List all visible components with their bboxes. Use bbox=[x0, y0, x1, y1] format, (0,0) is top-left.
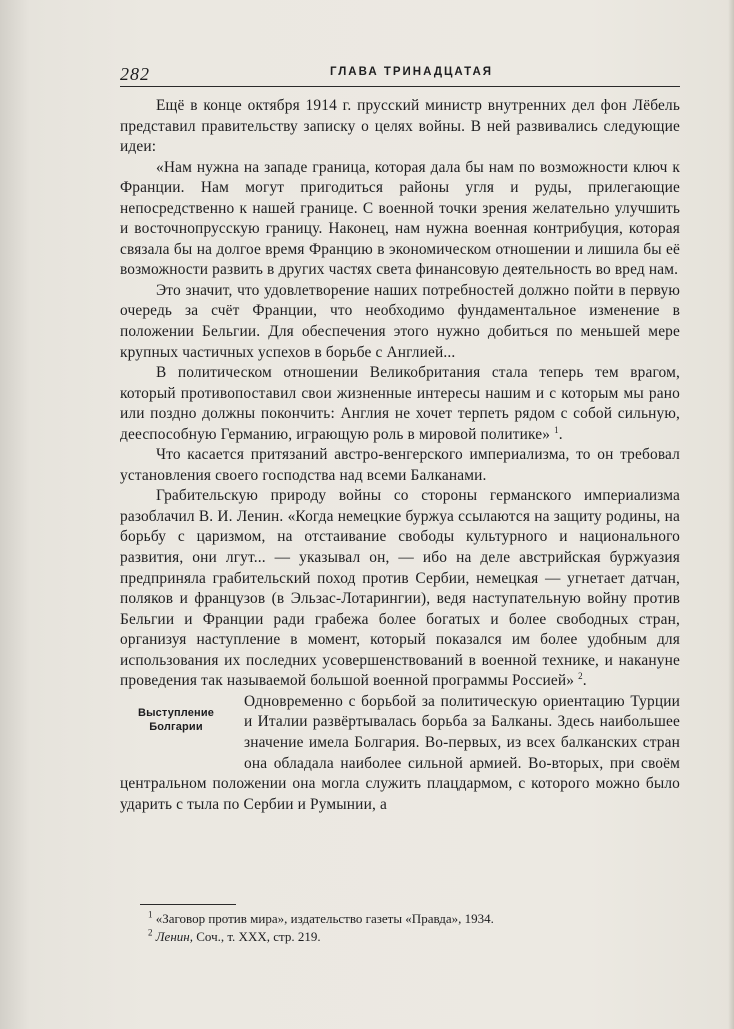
footnote: $^1$ «Заговор против мира», издательство газеты «Правда», 1934. bbox=[148, 909, 494, 926]
paragraph: «Нам нужна на западе граница, которая дала бы нам по возможности ключ к Франции. Нам могут пригодиться районы угля и руды, прилегающие непосредственно к нашей границе. С военной точки зрения желательно улучшить и восточнопрусскую границу. Наконец, нам нужна военная контрибуция, которая связала бы на долгое время Францию в экономическом отношении и лишила бы её возможности развить в других частях света финансовую деятельность во вред нам. bbox=[120, 158, 680, 279]
footnote-ref: 2 bbox=[578, 671, 583, 682]
footnote: $^2$ Ленин, Соч., т. XXX, стр. 219. bbox=[148, 927, 321, 944]
paragraph: Одновременно с борьбой за политическую ориентацию Турции и Италии развёртывалась борьба за Балканы. Здесь наибольшее значение имела Болгария. Во-первых, из всех балканских стран она обладала наиболее сильной армией. Во-вторых, при своём центральном положении она могла служить плацдармом, с которого можно было ударить с тыла по Сербии и Румынии, а bbox=[120, 692, 680, 813]
header-rule bbox=[120, 86, 680, 87]
footnote-rule bbox=[140, 904, 236, 905]
paragraph: Что касается притязаний австро-венгерского империализма, то он требовал установления своего господства над всеми Балканами. bbox=[120, 446, 680, 484]
paragraph: Ещё в конце октября 1914 г. прусский министр внутренних дел фон Лёбель представил правительству записку о целях войны. В ней развивались следующие идеи: bbox=[120, 97, 680, 156]
running-head: ГЛАВА ТРИНАДЦАТАЯ bbox=[330, 66, 494, 78]
page-header bbox=[120, 62, 680, 86]
paragraph: В политическом отношении Великобритания стала теперь тем врагом, который противопоставил свои жизненные интересы нашим и с которым мы рано или поздно должны покончить: Англия не хочет терпеть рядом с собой сильную, дееспособную Германию, играющую роль в мировой политике» $^1$. bbox=[120, 364, 680, 443]
page-number: 282 bbox=[120, 64, 150, 84]
section-with-sidenote bbox=[120, 692, 680, 815]
margin-heading: Выступление Болгарии bbox=[137, 706, 214, 733]
paragraph: Грабительскую природу войны со стороны германского империализма разоблачил В. И. Ленин. «Когда немецкие буржуа ссылаются на защиту родины, на борьбу с царизмом, на отстаивание свободы культурного и национального развития, они лгут... — указывал он, — ибо на деле австрийская буржуазия предприняла грабительский поход против Сербии, немецкая — угнетает датчан, поляков и французов (в Эльзас-Лотарингии), ведя наступательную войну против Бельгии и Франции ради грабежа более богатых и более свободных стран, организуя наступление в момент, который показался им более удобным для использования их последних усовершенствований в военной технике, и накануне проведения так называемой большой военной программы Россией» $^2$. bbox=[120, 487, 680, 690]
paragraph: Это значит, что удовлетворение наших потребностей должно пойти в первую очередь за счёт Франции, что необходимо фундаментальное изменение в положении Бельгии. Для обеспечения этого нужно добиться по меньшей мере крупных частичных успехов в борьбе с Англией... bbox=[120, 281, 680, 361]
page-edge-shadow bbox=[728, 0, 734, 1029]
footnotes bbox=[148, 910, 678, 946]
footnote-ref: 1 bbox=[554, 424, 559, 435]
main-text bbox=[120, 96, 680, 815]
